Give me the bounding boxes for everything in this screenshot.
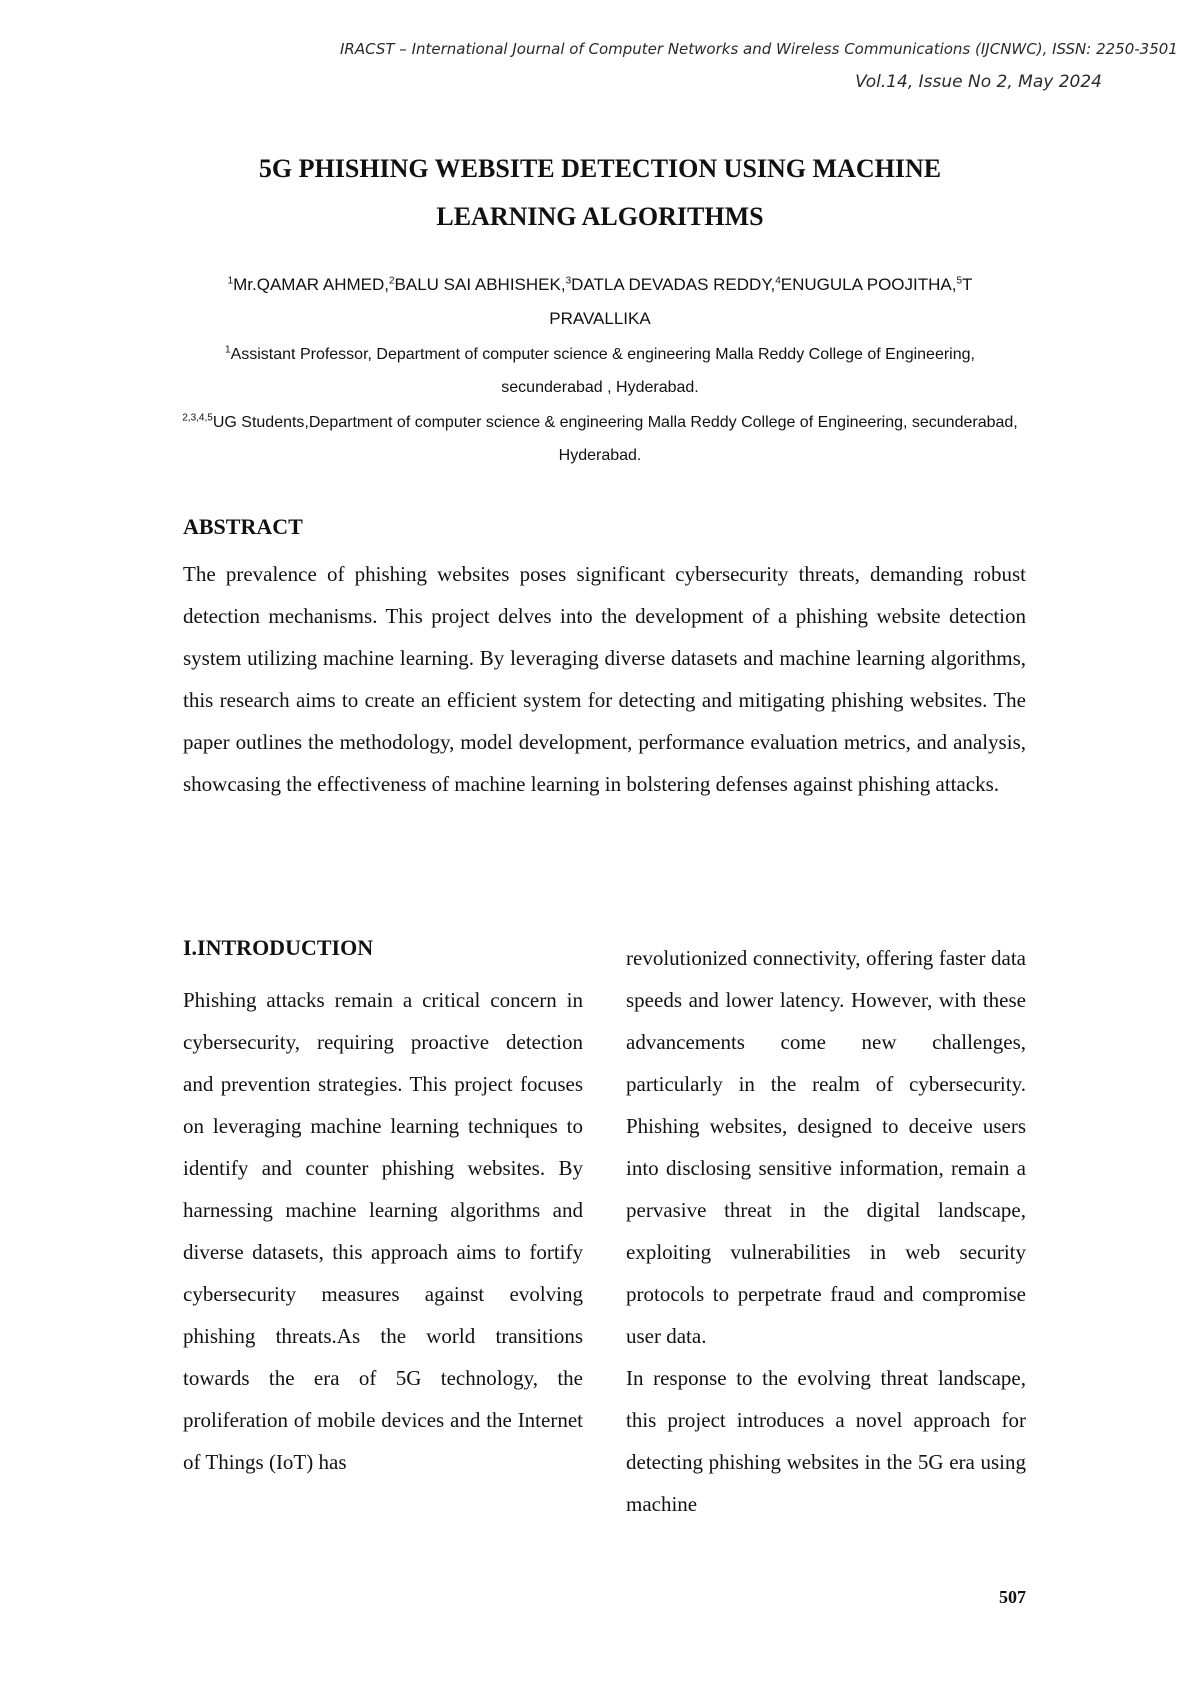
author-name: Mr.QAMAR AHMED, [233,275,389,294]
affiliation-sup: 1 [225,344,231,356]
affiliation-2 [180,406,1020,472]
affiliation-text: UG Students,Department of computer science & engineering Malla Reddy College of Engineering, secunderabad, Hyderabad. [212,414,1018,464]
intro-right-paragraph-1: revolutionized connectivity, offering faster data speeds and lower latency. However, with these advancements come new challenges, particularly in the realm of cybersecurity. Phishing websites, designed to deceive users into disclosing sensitive information, remain a pervasive threat in the digital landscape, exploiting vulnerabilities in web security protocols to perpetrate fraud and compromise user data. [626,946,1026,1348]
author-sup: 5 [956,275,963,287]
affiliation-sup: 2,3,4,5 [182,412,213,424]
intro-right-paragraph-2: In response to the evolving threat landscape, this project introduces a novel approach for detecting phishing websites in the 5G era using machine [626,1366,1026,1516]
author-name: BALU SAI ABHISHEK, [394,275,566,294]
author-name: T PRAVALLIKA [549,275,973,328]
author-sup: 3 [565,275,572,287]
author-sup: 4 [775,275,781,287]
author-name: ENUGULA POOJITHA, [780,275,957,294]
page-number: 507 [999,1587,1026,1607]
introduction-heading: I.INTRODUCTION [183,935,374,960]
paper-title [180,145,1020,241]
journal-header: IRACST – International Journal of Computer Networks and Wireless Communications (IJCNWC), ISSN: 2250-3501 [340,40,1178,58]
title-line-1: 5G PHISHING WEBSITE DETECTION USING MACHINE [258,154,942,183]
intro-left-paragraph: Phishing attacks remain a critical concern in cybersecurity, requiring proactive detection and prevention strategies. This project focuses on leveraging machine learning techniques to identify and counter phishing websites. By harnessing machine learning algorithms and diverse datasets, this approach aims to fortify cybersecurity measures against evolving phishing threats.As the world transitions towards the era of 5G technology, the proliferation of mobile devices and the Internet of Things (IoT) has [183,988,583,1474]
author-sup: 2 [388,275,395,287]
intro-left-column [183,979,583,1483]
abstract-body: The prevalence of phishing websites poses significant cybersecurity threats, demanding robust detection mechanisms. This project delves into the development of a phishing website detection system utilizing machine learning. By leveraging diverse datasets and machine learning algorithms, this research aims to create an efficient system for detecting and mitigating phishing websites. The paper outlines the methodology, model development, performance evaluation metrics, and analysis, showcasing the effectiveness of machine learning in bolstering defenses against phishing attacks. [183,562,1026,796]
affiliation-text: Assistant Professor, Department of computer science & engineering Malla Reddy College of Engineering, secunderabad , Hyderabad. [230,346,975,396]
abstract-heading: ABSTRACT [183,514,303,539]
volume-issue: Vol.14, Issue No 2, May 2024 [855,72,1102,92]
title-line-2: LEARNING ALGORITHMS [436,202,764,231]
author-sup: 1 [227,275,234,287]
affiliation-1 [180,338,1020,404]
author-name: DATLA DEVADAS REDDY, [571,275,776,294]
author-list [180,268,1020,336]
intro-right-column [626,937,1026,1525]
